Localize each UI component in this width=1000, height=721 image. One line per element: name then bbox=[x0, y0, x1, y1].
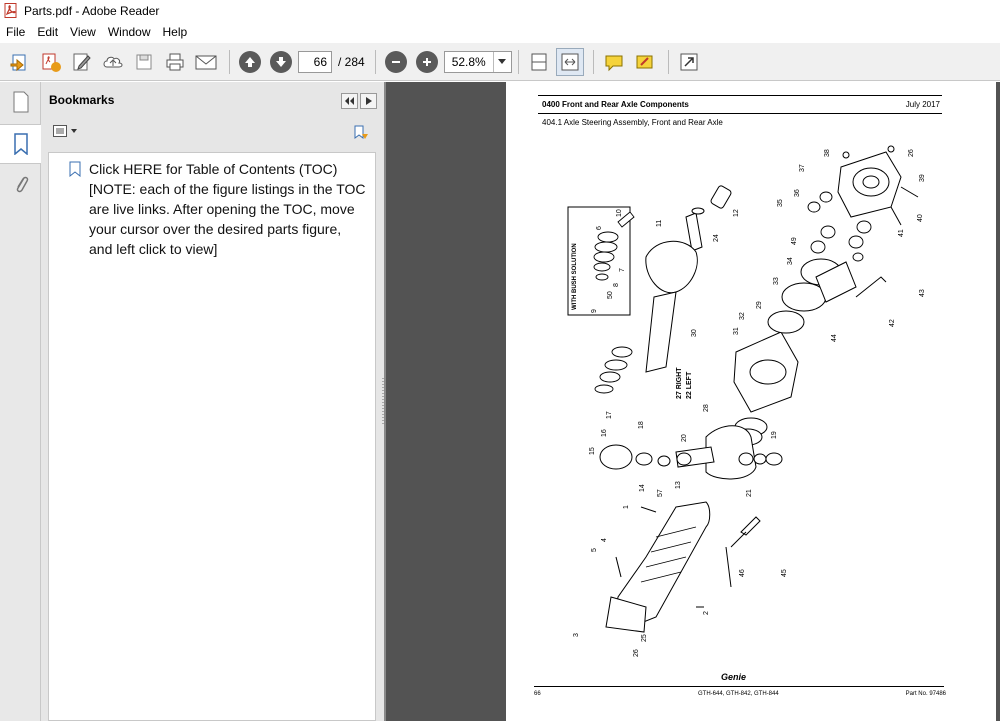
callout-21: 21 bbox=[746, 489, 753, 497]
callout-45: 45 bbox=[781, 569, 788, 577]
edit-document-icon bbox=[71, 51, 93, 73]
callout-44: 44 bbox=[831, 334, 838, 342]
callout-43: 43 bbox=[919, 289, 926, 297]
page-footer-rule bbox=[534, 686, 944, 687]
callout-57: 57 bbox=[657, 489, 664, 497]
callout-39: 39 bbox=[919, 174, 926, 182]
callout-11: 11 bbox=[656, 219, 663, 227]
page-total: / 284 bbox=[338, 54, 365, 69]
page-date: July 2017 bbox=[905, 100, 940, 109]
chevron-right-icon bbox=[366, 97, 372, 105]
bookmark-expand-icon bbox=[352, 124, 370, 142]
save-button[interactable] bbox=[130, 48, 158, 76]
print-button[interactable] bbox=[161, 48, 189, 76]
arrow-down-icon bbox=[274, 55, 288, 69]
callout-5: 5 bbox=[591, 548, 598, 552]
previous-page-button[interactable] bbox=[236, 48, 264, 76]
arrow-up-icon bbox=[243, 55, 257, 69]
print-icon bbox=[164, 51, 186, 73]
menu-file[interactable]: File bbox=[6, 25, 26, 39]
callout-32: 32 bbox=[739, 312, 746, 320]
zoom-input[interactable] bbox=[445, 52, 493, 72]
bookmark-options-button[interactable] bbox=[53, 125, 78, 137]
callout-1: 1 bbox=[623, 505, 630, 509]
collapse-panel-button[interactable] bbox=[341, 93, 358, 109]
zoom-dropdown-button[interactable] bbox=[493, 52, 511, 72]
callout-49: 49 bbox=[791, 237, 798, 245]
toolbar-separator bbox=[375, 50, 376, 74]
window-title: Parts.pdf - Adobe Reader bbox=[24, 3, 160, 18]
page-section-title: 0400 Front and Rear Axle Components bbox=[542, 100, 689, 109]
callout-36: 36 bbox=[794, 189, 801, 197]
callout-41: 41 bbox=[898, 229, 905, 237]
toolbar-separator bbox=[229, 50, 230, 74]
menu-view[interactable]: View bbox=[70, 25, 96, 39]
open-button[interactable] bbox=[6, 48, 34, 76]
fit-page-icon bbox=[528, 51, 550, 73]
callout-26b: 26 bbox=[633, 649, 640, 657]
callout-37: 37 bbox=[799, 164, 806, 172]
callout-40: 40 bbox=[917, 214, 924, 222]
toolbar bbox=[0, 43, 1000, 81]
options-menu-icon bbox=[53, 125, 67, 137]
minus-icon bbox=[390, 56, 402, 68]
callout-9: 9 bbox=[591, 309, 598, 313]
callout-12: 12 bbox=[733, 209, 740, 217]
panel-arrow-button[interactable] bbox=[360, 93, 377, 109]
callout-18: 18 bbox=[638, 421, 645, 429]
callout-50: 50 bbox=[607, 291, 614, 299]
callout-19: 19 bbox=[771, 431, 778, 439]
highlight-button[interactable] bbox=[631, 48, 659, 76]
create-pdf-button[interactable] bbox=[37, 48, 65, 76]
toolbar-separator bbox=[518, 50, 519, 74]
bookmarks-header bbox=[41, 82, 384, 118]
toolbar-separator bbox=[668, 50, 669, 74]
callout-2: 2 bbox=[703, 611, 710, 615]
page-number-input[interactable] bbox=[298, 51, 332, 73]
full-screen-button[interactable] bbox=[675, 48, 703, 76]
paperclip-icon bbox=[13, 173, 29, 195]
zoom-in-button[interactable] bbox=[413, 48, 441, 76]
menu-edit[interactable]: Edit bbox=[37, 25, 59, 39]
highlighter-icon bbox=[634, 51, 656, 73]
attachments-button[interactable] bbox=[0, 164, 41, 204]
comment-icon bbox=[603, 51, 625, 73]
fit-width-icon bbox=[559, 51, 581, 73]
cloud-upload-button[interactable] bbox=[99, 48, 127, 76]
double-chevron-left-icon bbox=[345, 97, 355, 105]
bookmarks-panel bbox=[41, 82, 384, 721]
bookmark-icon bbox=[13, 133, 29, 155]
callout-31: 31 bbox=[733, 327, 740, 335]
menu-window[interactable]: Window bbox=[107, 25, 151, 39]
email-button[interactable] bbox=[192, 48, 220, 76]
open-icon bbox=[9, 51, 31, 73]
callout-25: 25 bbox=[641, 634, 648, 642]
chevron-down-icon bbox=[70, 128, 78, 134]
callout-30: 30 bbox=[691, 329, 698, 337]
pdf-page bbox=[506, 82, 996, 721]
cloud-upload-icon bbox=[102, 51, 124, 73]
side-label-left: 22 LEFT bbox=[686, 371, 693, 399]
save-icon bbox=[133, 51, 155, 73]
page-subheader-rule bbox=[538, 113, 942, 114]
bookmark-label[interactable]: Click HERE for Table of Contents (TOC) [NOTE: each of the figure listings in the TOC are live links. After opening the TOC, move your cursor over the desired parts figure, and left click to view] bbox=[89, 161, 366, 257]
callout-15: 15 bbox=[589, 447, 596, 455]
delete-bookmark-button[interactable] bbox=[352, 124, 370, 145]
page-number: 66 bbox=[534, 691, 541, 697]
bookmarks-toolbar bbox=[41, 118, 384, 148]
bookmark-icon bbox=[69, 159, 81, 259]
scrolling-mode-button[interactable] bbox=[525, 48, 553, 76]
create-pdf-icon bbox=[40, 51, 62, 73]
navigation-pane-rail bbox=[0, 82, 41, 721]
pdf-app-icon bbox=[4, 3, 18, 18]
bookmarks-list bbox=[48, 152, 376, 721]
callout-46: 46 bbox=[739, 569, 746, 577]
callout-14: 14 bbox=[639, 484, 646, 492]
inset-label: WITH BUSH SOLUTION bbox=[572, 243, 578, 310]
callout-4: 4 bbox=[601, 538, 608, 542]
callout-28: 28 bbox=[703, 404, 710, 412]
callout-20: 20 bbox=[681, 434, 688, 442]
fit-width-button[interactable] bbox=[556, 48, 584, 76]
callout-24: 24 bbox=[713, 234, 720, 242]
next-page-button[interactable] bbox=[267, 48, 295, 76]
bookmarks-title: Bookmarks bbox=[49, 93, 115, 107]
callout-33: 33 bbox=[773, 277, 780, 285]
page-subtitle: 404.1 Axle Steering Assembly, Front and Rear Axle bbox=[542, 118, 723, 127]
comment-button[interactable] bbox=[600, 48, 628, 76]
chevron-down-icon bbox=[498, 59, 506, 65]
callout-7: 7 bbox=[619, 268, 626, 272]
callout-42: 42 bbox=[889, 319, 896, 327]
email-icon bbox=[194, 51, 218, 73]
page-header-rule bbox=[538, 95, 942, 96]
edit-button[interactable] bbox=[68, 48, 96, 76]
callout-17: 17 bbox=[606, 411, 613, 419]
callout-10: 10 bbox=[616, 209, 623, 217]
side-label-right: 27 RIGHT bbox=[676, 367, 683, 399]
zoom-out-button[interactable] bbox=[382, 48, 410, 76]
callout-16: 16 bbox=[601, 429, 608, 437]
exploded-parts-diagram bbox=[546, 137, 966, 667]
menu-help[interactable]: Help bbox=[162, 25, 188, 39]
page-thumbnail-icon bbox=[12, 91, 30, 113]
genie-logo: Genie bbox=[721, 672, 747, 682]
zoom-select[interactable] bbox=[444, 51, 512, 73]
callout-34: 34 bbox=[787, 257, 794, 265]
callout-3: 3 bbox=[573, 633, 580, 637]
callout-35: 35 bbox=[777, 199, 784, 207]
callout-38: 38 bbox=[824, 149, 831, 157]
bookmark-item[interactable] bbox=[49, 153, 375, 259]
plus-icon bbox=[421, 56, 433, 68]
toolbar-separator bbox=[593, 50, 594, 74]
callout-13: 13 bbox=[675, 481, 682, 489]
callout-6: 6 bbox=[596, 226, 603, 230]
callout-8: 8 bbox=[613, 283, 620, 287]
page-thumbnails-button[interactable] bbox=[0, 82, 41, 122]
callout-29: 29 bbox=[756, 301, 763, 309]
page-models: GTH-644, GTH-842, GTH-844 bbox=[698, 691, 779, 697]
menu-bar bbox=[0, 21, 1000, 43]
title-bar bbox=[0, 0, 1000, 21]
expand-icon bbox=[678, 51, 700, 73]
bookmarks-button[interactable] bbox=[0, 124, 42, 164]
page-part-number: Part No. 97486 bbox=[905, 691, 946, 697]
callout-26: 26 bbox=[908, 149, 915, 157]
